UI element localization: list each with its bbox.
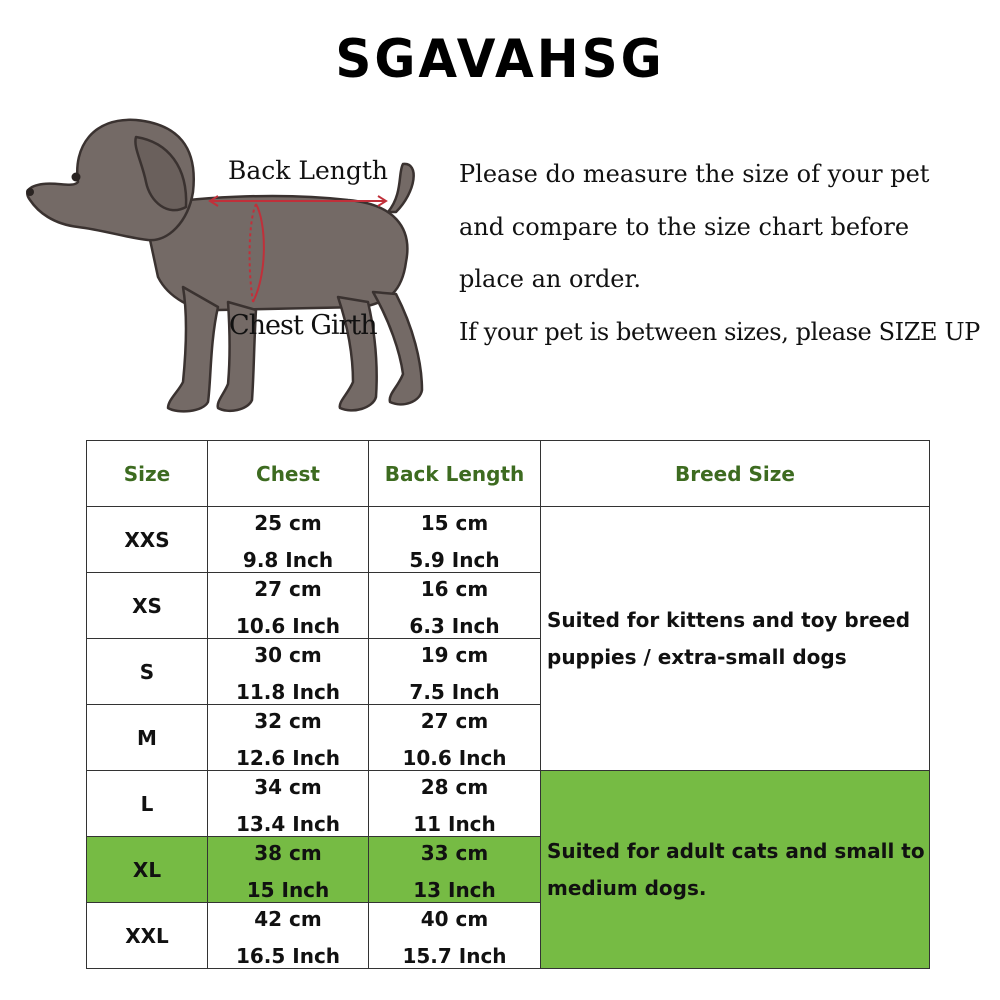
chest-cell [208,507,369,573]
back-inch: 11 Inch [413,812,496,836]
back-cell [369,903,541,969]
size-cell: XXS [87,507,208,573]
note-line-4: If your pet is between sizes, please SIZE UP [459,317,980,346]
chest-inch: 12.6 Inch [235,746,341,770]
back-length-label: Back Length [228,156,389,185]
chest-girth-label: Chest Girth [229,310,377,341]
chest-cell [208,639,369,705]
back-cell [369,507,541,573]
back-cell [369,639,541,705]
chest-cm: 34 cm [254,775,322,799]
note-line-1: Please do measure the size of your pet [459,160,930,188]
back-inch: 13 Inch [413,878,496,902]
header-breed-size: Breed Size [541,441,930,507]
back-inch: 5.9 Inch [409,548,500,572]
breed-size-small: Suited for kittens and toy breed puppies / extra-small dogs [541,507,930,771]
chest-cell [208,837,369,903]
back-cm: 15 cm [420,511,489,535]
chest-cell [208,903,369,969]
back-inch: 6.3 Inch [409,614,500,638]
size-chart-table [86,440,930,969]
size-cell: XS [87,573,208,639]
size-cell: XXL [87,903,208,969]
chest-inch: 9.8 Inch [242,548,334,572]
back-cm: 28 cm [420,775,489,799]
chest-inch: 16.5 Inch [235,944,341,968]
table-row [87,771,930,837]
header-chest: Chest [208,441,369,507]
chest-cm: 38 cm [254,841,322,865]
chest-cell [208,771,369,837]
back-inch: 7.5 Inch [409,680,500,704]
size-cell: XL [87,837,208,903]
table-row [87,507,930,573]
back-cell [369,837,541,903]
chest-inch: 13.4 Inch [235,812,341,836]
back-cell [369,771,541,837]
chest-cm: 32 cm [254,709,322,733]
size-cell: L [87,771,208,837]
back-cm: 16 cm [420,577,489,601]
back-inch: 10.6 Inch [402,746,507,770]
back-cm: 40 cm [420,907,489,931]
chest-cell [208,705,369,771]
chest-cm: 25 cm [254,511,322,535]
size-cell: S [87,639,208,705]
back-cm: 19 cm [420,643,489,667]
note-line-3: place an order. [459,265,641,293]
back-cell [369,705,541,771]
back-inch: 15.7 Inch [402,944,507,968]
chest-cell [208,573,369,639]
back-cm: 33 cm [420,841,489,865]
chest-cm: 27 cm [254,577,322,601]
back-cell [369,573,541,639]
header-size: Size [87,441,208,507]
brand-title: SGAVAHSG [335,28,665,90]
chest-inch: 15 Inch [246,878,330,902]
chest-cm: 42 cm [254,907,322,931]
header-back-length: Back Length [369,441,541,507]
back-cm: 27 cm [420,709,489,733]
chest-inch: 10.6 Inch [235,614,341,638]
breed-size-medium: Suited for adult cats and small to medium dogs. [541,771,930,969]
chest-inch: 11.8 Inch [235,680,341,704]
note-line-2: and compare to the size chart before [459,212,910,241]
measurement-note [459,152,999,362]
chest-cm: 30 cm [254,643,322,667]
size-cell: M [87,705,208,771]
table-header-row [87,441,930,507]
